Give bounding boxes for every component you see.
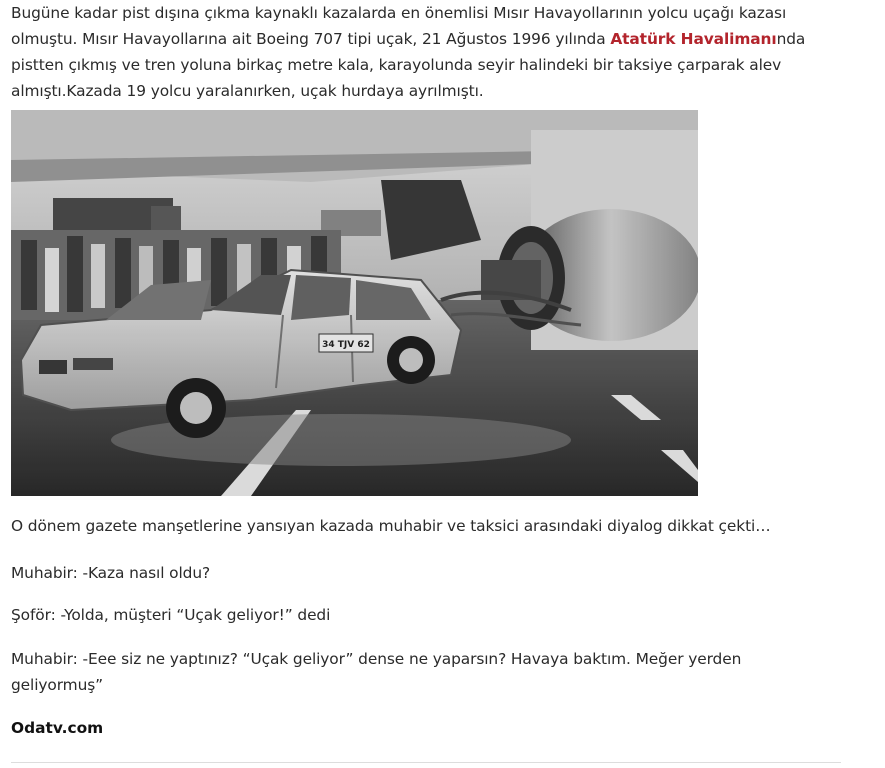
ataturk-airport-link[interactable]: Atatürk Havalimanı <box>610 30 777 48</box>
dialogue-intro: O dönem gazete manşetlerine yansıyan kazada muhabir ve taksici arasındaki diyalog dikkat çekti… <box>11 517 771 535</box>
intro-text-before: Bugüne kadar pist dışına çıkma kaynaklı kazalarda en önemlisi Mısır Havayollarının yolcu uçağı kazası olmuştu. Mısır Havayollarına ait Boeing 707 tipi uçak, 21 Ağustos 1996 yılında <box>11 4 787 48</box>
dialogue-driver-answer: Şoför: -Yolda, müşteri “Uçak geliyor!” dedi <box>11 606 331 624</box>
license-plate: 34 TJV 62 <box>322 340 370 350</box>
source-credit: Odatv.com <box>11 719 104 737</box>
intro-text-after: nda pistten çıkmış ve tren yoluna birkaç metre kala, karayolunda seyir halindeki bir taksiye çarparak alev almıştı.Kazada 19 yolcu yaralanırken, uçak hurdaya ayrılmıştı. <box>11 30 806 100</box>
divider <box>11 762 841 763</box>
dialogue-reporter-followup: Muhabir: -Eee siz ne yaptınız? “Uçak geliyor” dense ne yaparsın? Havaya baktım. Meğer yerden geliyormuş” <box>11 650 742 694</box>
dialogue-reporter-question: Muhabir: -Kaza nasıl oldu? <box>11 564 211 582</box>
crash-photo <box>11 110 698 496</box>
intro-paragraph <box>11 0 851 104</box>
crash-photo-illustration <box>11 110 698 496</box>
